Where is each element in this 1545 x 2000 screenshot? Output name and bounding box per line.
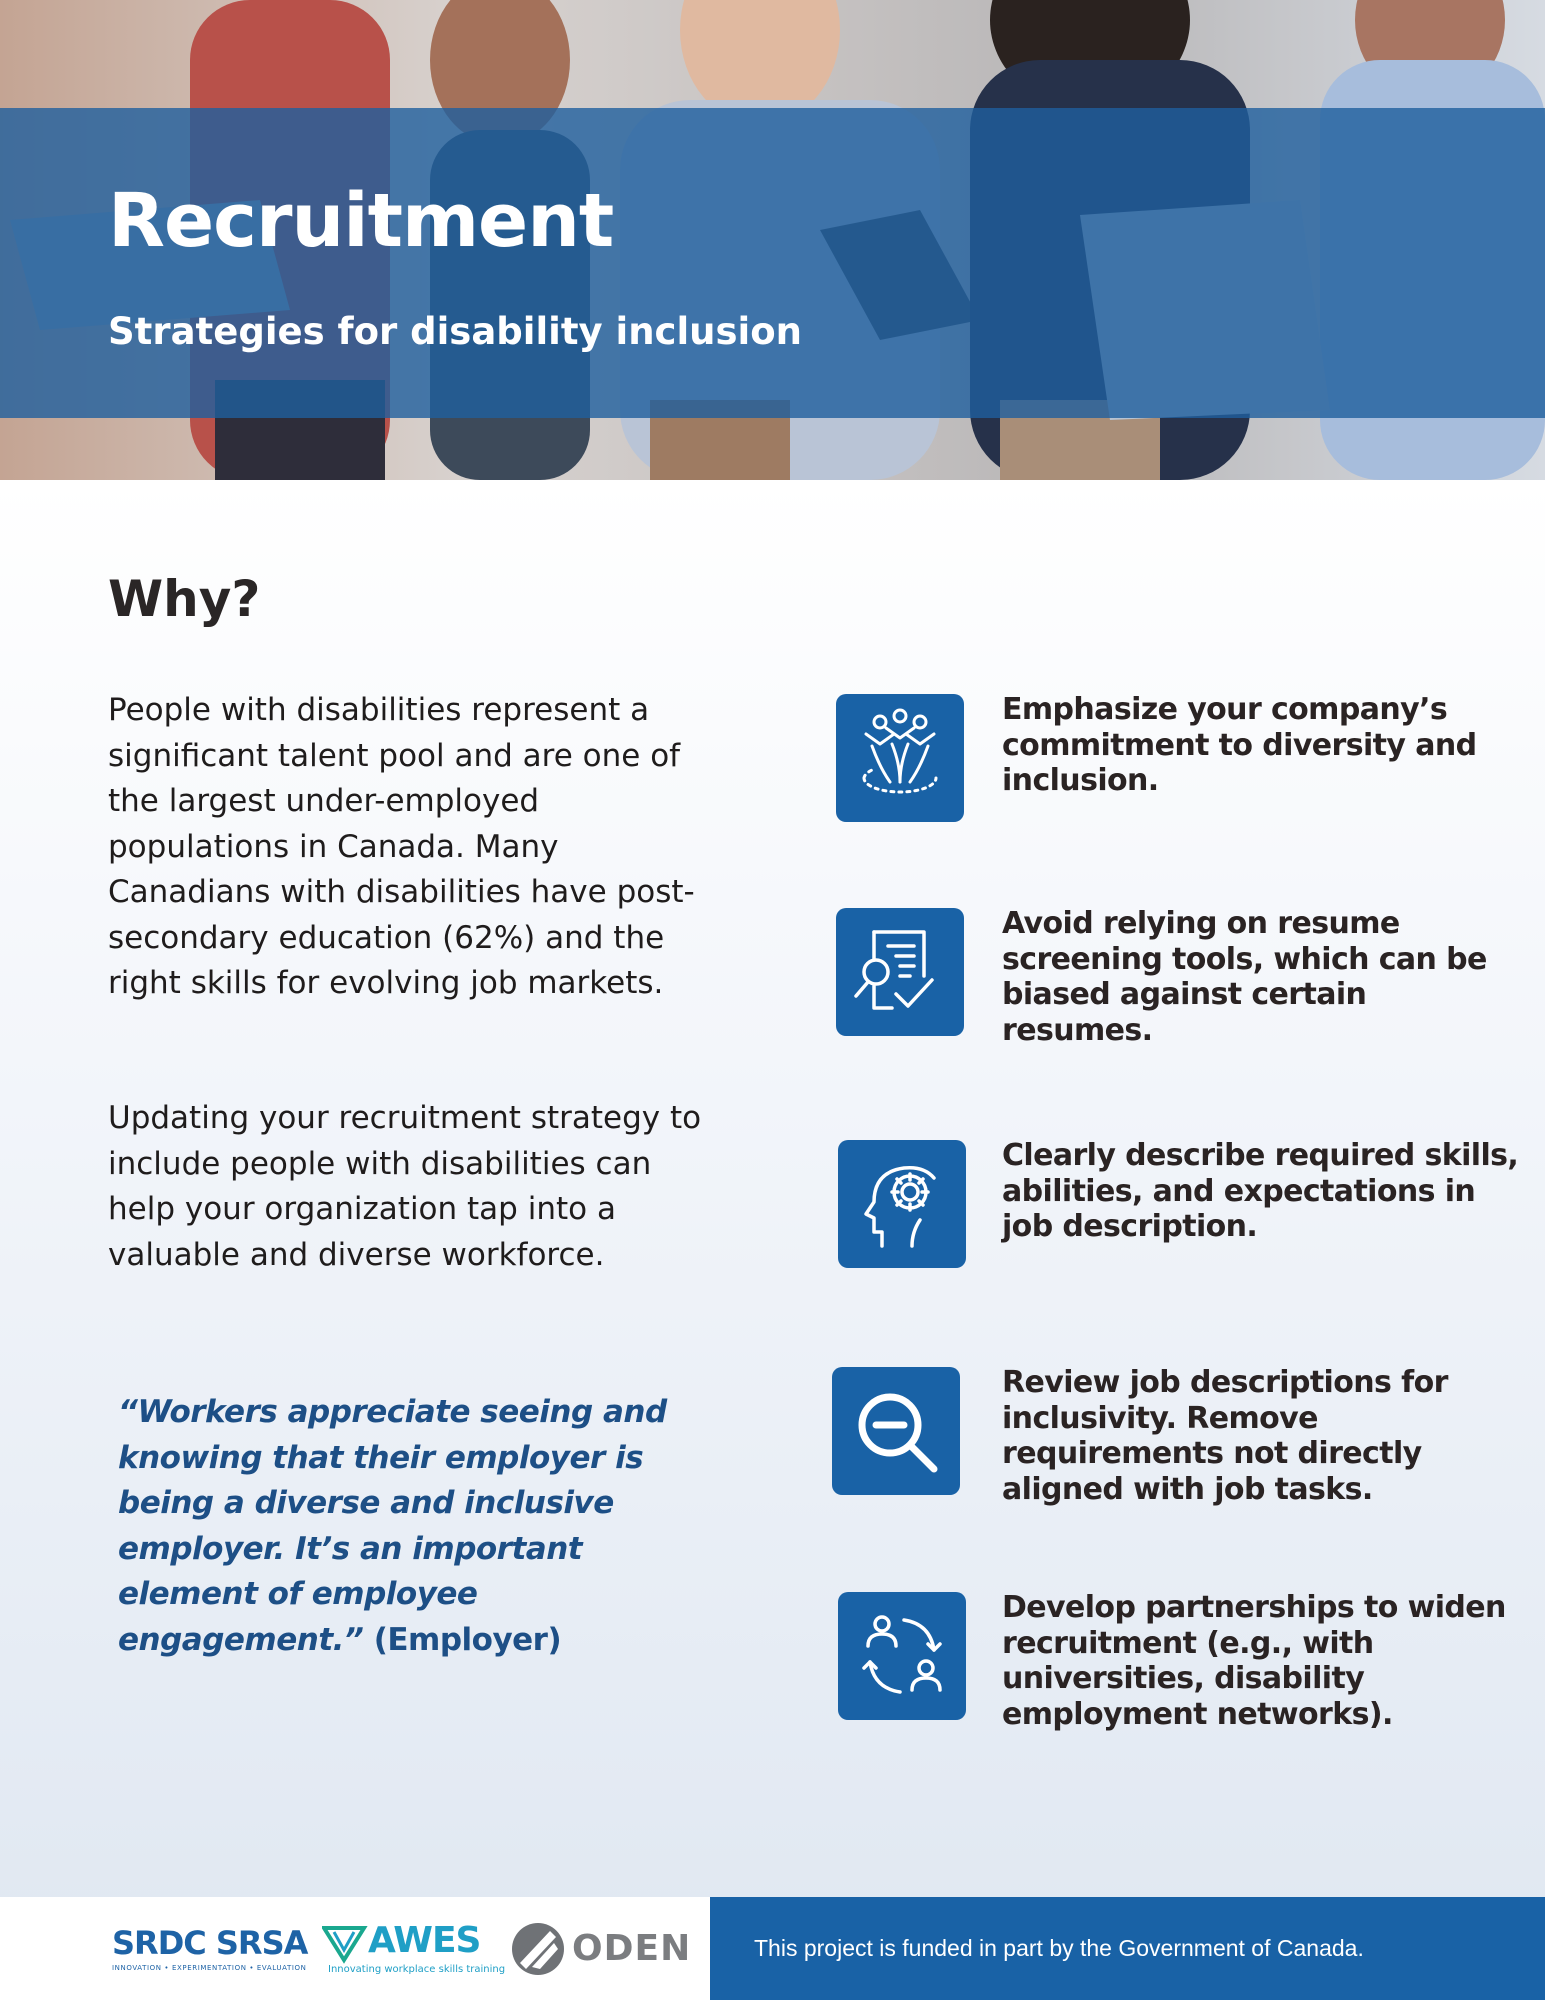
awes-logo-tagline: Innovating workplace skills training xyxy=(328,1964,506,1975)
srdc-logo xyxy=(112,1924,307,1972)
magnifier-minus-icon xyxy=(832,1367,960,1495)
awes-mark-icon xyxy=(322,1924,368,1964)
employer-quote xyxy=(118,1390,688,1663)
diverse-group-icon xyxy=(836,694,964,822)
srdc-logo-tagline: INNOVATION • EXPERIMENTATION • EVALUATION xyxy=(112,1964,307,1972)
awes-logo-word: AWES xyxy=(368,1920,481,1961)
page-subtitle: Strategies for disability inclusion xyxy=(108,310,802,353)
head-gear-icon xyxy=(838,1140,966,1268)
funding-bar xyxy=(710,1897,1545,2000)
resume-screening-icon xyxy=(836,908,964,1036)
strategy-text-2: Avoid relying on resume screening tools, which can be biased against certain resumes. xyxy=(1002,906,1487,1048)
why-paragraph-1: People with disabilities represent a significant talent pool and are one of the largest under-employed populations in Canada. Many Canadians with disabilities have post-secondary education (62%) and the right skills for evolving job markets. xyxy=(108,692,695,1001)
why-heading: Why? xyxy=(108,570,261,628)
strategy-text-1: Emphasize your company’s commitment to diversity and inclusion. xyxy=(1002,692,1477,798)
srdc-logo-word: SRDC SRSA xyxy=(112,1924,308,1962)
oden-mark-icon xyxy=(510,1921,566,1977)
awes-logo xyxy=(322,1920,506,1978)
oden-logo xyxy=(510,1919,700,1979)
strategy-text-3: Clearly describe required skills, abilities, and expectations in job description. xyxy=(1002,1138,1519,1244)
hero-banner xyxy=(0,0,1545,480)
why-paragraph-2: Updating your recruitment strategy to include people with disabilities can help your organization tap into a valuable and diverse workforce. xyxy=(108,1100,702,1273)
page-title: Recruitment xyxy=(108,178,614,264)
strategy-text-5: Develop partnerships to widen recruitment (e.g., with universities, disability employment networks). xyxy=(1002,1590,1506,1732)
strategy-text-4: Review job descriptions for inclusivity. Remove requirements not directly aligned with job tasks. xyxy=(1002,1365,1448,1507)
funding-statement: This project is funded in part by the Government of Canada. xyxy=(754,1935,1364,1961)
people-exchange-icon xyxy=(838,1592,966,1720)
quote-text: “Workers appreciate seeing and knowing that their employer is being a diverse and inclusive employer. It’s an important element of employee engagement.” xyxy=(118,1394,667,1658)
quote-attribution: (Employer) xyxy=(373,1621,562,1658)
oden-logo-word: ODEN xyxy=(572,1928,692,1969)
